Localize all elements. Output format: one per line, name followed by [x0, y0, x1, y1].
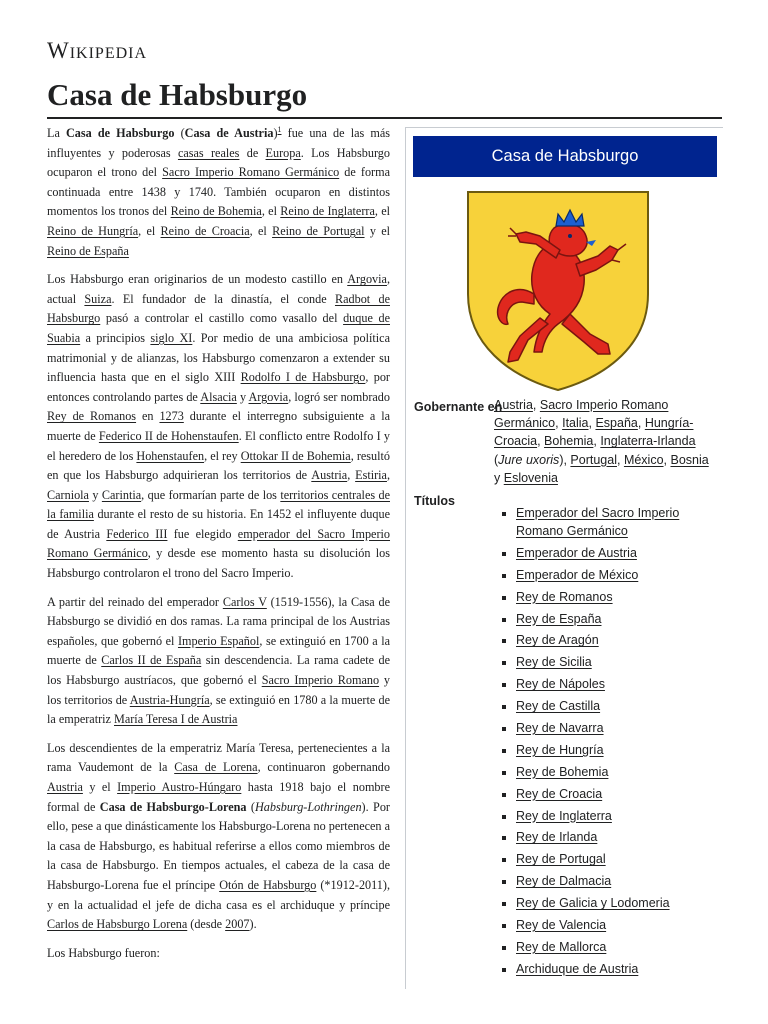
- link-reino-espana[interactable]: Reino de España: [47, 243, 129, 258]
- title-item: [499, 653, 706, 671]
- paragraph-list-intro: Los Habsburgo fueron:: [47, 945, 160, 960]
- link-imperio-espanol[interactable]: Imperio Español: [177, 633, 260, 648]
- title-item: [499, 719, 706, 737]
- link-austria-hungria[interactable]: Austria-Hungría: [129, 692, 210, 707]
- title-link[interactable]: Rey de Croacia: [516, 786, 603, 801]
- governed-link[interactable]: Italia: [562, 416, 589, 431]
- title-link[interactable]: Rey de Sicilia: [516, 655, 592, 670]
- link-austria[interactable]: Austria: [311, 468, 348, 483]
- title-link[interactable]: Rey de Navarra: [516, 721, 604, 736]
- infobox-header: Casa de Habsburgo: [413, 136, 717, 177]
- paragraph-intro: La Casa de Habsburgo (Casa de Austria)$^1$ fue una de las más influyentes y poderosas casas reales de Europa. Los Habsburgo ocuparon el trono del Sacro Imperio Romano Germánico de forma continuada entre 1438 y 1740. También ocuparon en distintos momentos los tronos del Reino de Bohemia, el Reino de Inglaterra, el Reino de Hungría, el Reino de Croacia, el Reino de Portugal y el Reino de España: [47, 124, 391, 258]
- title-item: [499, 872, 706, 890]
- link-1273[interactable]: 1273: [159, 409, 184, 424]
- infobox: [405, 127, 723, 989]
- link-emperador-sacro-imperio[interactable]: emperador del Sacro Imperio Romano Germánico: [47, 526, 391, 561]
- title-item: [499, 850, 706, 868]
- link-2007[interactable]: 2007: [225, 917, 250, 932]
- link-imperio-austro-hungaro[interactable]: Imperio Austro-Húngaro: [117, 780, 242, 794]
- title-item: [499, 631, 706, 649]
- title-link[interactable]: Rey de Galicia y Lodomeria: [516, 896, 670, 911]
- governed-link[interactable]: Sacro Imperio Romano Germánico: [494, 398, 669, 431]
- title-link[interactable]: Rey de Hungría: [516, 742, 604, 757]
- title-divider: [47, 117, 722, 119]
- title-link[interactable]: Rey de Valencia: [516, 918, 607, 933]
- governed-link[interactable]: Inglaterra-Irlanda: [600, 434, 696, 449]
- link-argovia[interactable]: Argovia: [347, 272, 387, 287]
- title-item: [499, 938, 706, 956]
- link-siglo-xi[interactable]: siglo XI: [150, 330, 193, 345]
- wikipedia-wordmark[interactable]: Wikipedia: [47, 38, 148, 63]
- title-link[interactable]: Rey de Inglaterra: [516, 808, 612, 823]
- title-item: [499, 544, 706, 562]
- title-item: [499, 894, 706, 912]
- link-argovia-2[interactable]: Argovia: [248, 389, 289, 404]
- governed-link[interactable]: Eslovenia: [503, 470, 558, 485]
- title-item: [499, 741, 706, 759]
- link-estiria[interactable]: Estiria: [355, 468, 387, 483]
- title-item: [499, 566, 706, 584]
- link-suiza[interactable]: Suiza: [84, 291, 112, 306]
- link-reino-bohemia[interactable]: Reino de Bohemia: [170, 204, 262, 219]
- link-carlos-habsburgo-lorena[interactable]: Carlos de Habsburgo Lorena: [47, 917, 188, 932]
- title-item: [499, 807, 706, 825]
- title-item: [499, 697, 706, 715]
- link-federico-iii[interactable]: Federico III: [106, 526, 168, 541]
- link-reino-portugal[interactable]: Reino de Portugal: [272, 223, 365, 238]
- link-reino-hungria[interactable]: Reino de Hungría: [47, 223, 139, 238]
- link-europa[interactable]: Europa: [265, 145, 301, 160]
- paragraph-branches: A partir del reinado del emperador Carlos V (1519-1556), la Casa de Habsburgo se dividió en dos ramas. La rama principal de los Austrias españoles, que gobernó el Imperio Español, se extinguió en 1700 a la muerte de Carlos II de España sin descendencia. La rama cadete de los Habsburgo austríacos, que gobernó el Sacro Imperio Romano y los territorios de Austria-Hungría, se extinguió en 1780 a la muerte de la emperatriz María Teresa I de Austria: [47, 594, 391, 727]
- governed-label: Gobernante en: [414, 400, 503, 414]
- governed-link[interactable]: Portugal: [570, 452, 617, 467]
- title-link[interactable]: Emperador del Sacro Imperio Romano Germánico: [516, 506, 680, 538]
- link-casa-lorena[interactable]: Casa de Lorena: [174, 760, 258, 775]
- link-hohenstaufen[interactable]: Hohenstaufen: [136, 448, 205, 463]
- governed-link[interactable]: México: [623, 452, 664, 467]
- link-carniola[interactable]: Carniola: [47, 487, 89, 502]
- link-maria-teresa[interactable]: María Teresa I de Austria: [114, 712, 238, 727]
- titles-list: [499, 504, 706, 982]
- title-link[interactable]: Emperador de México: [516, 567, 639, 582]
- title-item: [499, 785, 706, 803]
- link-oton[interactable]: Otón de Habsburgo: [219, 877, 317, 892]
- title-link[interactable]: Rey de Bohemia: [516, 764, 609, 779]
- governed-link[interactable]: Bohemia: [544, 434, 594, 449]
- link-carlos-v[interactable]: Carlos V: [222, 594, 267, 609]
- governed-link[interactable]: Austria: [494, 398, 533, 412]
- title-link[interactable]: Rey de Aragón: [516, 633, 599, 648]
- link-sacro-imperio-romano[interactable]: Sacro Imperio Romano: [261, 673, 380, 688]
- title-link[interactable]: Rey de Portugal: [516, 852, 606, 867]
- link-rey-romanos[interactable]: Rey de Romanos: [47, 409, 137, 424]
- title-item: [499, 675, 706, 693]
- link-carintia[interactable]: Carintia: [101, 487, 142, 502]
- governed-link[interactable]: Bosnia: [670, 452, 709, 467]
- link-austria-2[interactable]: Austria: [47, 780, 83, 794]
- link-radbot[interactable]: Radbot de Habsburgo: [47, 291, 390, 326]
- link-alsacia[interactable]: Alsacia: [200, 389, 237, 404]
- title-item: [499, 588, 706, 606]
- title-item: [499, 763, 706, 781]
- title-link[interactable]: Archiduque de Austria: [516, 961, 639, 976]
- title-item: [499, 828, 706, 846]
- article-body: [47, 124, 390, 972]
- link-reino-inglaterra[interactable]: Reino de Inglaterra: [280, 204, 375, 219]
- link-territorios-centrales[interactable]: territorios centrales de la familia: [47, 487, 390, 522]
- title-link[interactable]: Rey de Romanos: [516, 589, 613, 604]
- link-ottokar-ii[interactable]: Ottokar II de Bohemia: [240, 448, 351, 463]
- titles-label: Títulos: [414, 494, 455, 508]
- title-link[interactable]: Rey de Dalmacia: [516, 874, 612, 889]
- link-carlos-ii[interactable]: Carlos II de España: [101, 653, 202, 668]
- governed-note: Jure uxoris: [498, 452, 560, 467]
- title-item: [499, 610, 706, 628]
- title-link[interactable]: Rey de Irlanda: [516, 830, 598, 845]
- link-duque-suabia[interactable]: duque de Suabia: [47, 311, 390, 345]
- coat-of-arms-image[interactable]: [458, 184, 658, 394]
- link-rodolfo-i[interactable]: Rodolfo I de Habsburgo: [240, 370, 366, 385]
- title-item: [499, 916, 706, 934]
- title-item: [499, 504, 706, 540]
- link-federico-ii[interactable]: Federico II de Hohenstaufen: [98, 428, 239, 443]
- title-link[interactable]: Rey de Castilla: [516, 699, 601, 714]
- title-link[interactable]: Rey de Nápoles: [516, 677, 605, 692]
- title-item: [499, 960, 706, 978]
- link-sacro-imperio[interactable]: Sacro Imperio Romano Germánico: [162, 165, 340, 180]
- reference-link[interactable]: 1: [277, 124, 282, 134]
- title-link[interactable]: Rey de Mallorca: [516, 939, 607, 954]
- link-casas-reales[interactable]: casas reales: [177, 145, 240, 160]
- paragraph-lorena: Los descendientes de la emperatriz María Teresa, pertenecientes a la rama Vaudemont de la Casa de Lorena, continuaron gobernando Austria y el Imperio Austro-Húngaro hasta 1918 bajo el nombre formal de Casa de Habsburgo-Lorena (Habsburg-Lothringen). Por ello, pese a que dinásticamente los Habsburgo-Lorena no pertenecen a la casa de Habsburgo, es habitual referirse a ellos como miembros de la casa de Habsburgo. En tiempos actuales, el cabeza de la casa de Habsburgo-Lorena fue el príncipe Otón de Habsburgo (*1912-2011), y en la actualidad el jefe de dicha casa es el archiduque y príncipe Carlos de Habsburgo Lorena (desde 2007).: [47, 740, 390, 932]
- governed-values: Austria, Sacro Imperio Romano Germánico, Italia, España, Hungría-Croacia, Bohemia, Inglaterra-Irlanda (Jure uxoris), Portugal, México, Bosnia y Eslovenia: [494, 398, 709, 485]
- paragraph-origins: Los Habsburgo eran originarios de un modesto castillo en Argovia, actual Suiza. El fundador de la dinastía, el conde Radbot de Habsburgo pasó a controlar el castillo como vasallo del duque de Suabia a principios siglo XI. Por medio de una ambiciosa política matrimonial y de alianzas, los Habsburgo comenzaron a extender su influencia hasta que en el siglo XIII Rodolfo I de Habsburgo, por entonces controlando partes de Alsacia y Argovia, logró ser nombrado Rey de Romanos en 1273 durante el interregno subsiguiente a la muerte de Federico II de Hohenstaufen. El conflicto entre Rodolfo I y el heredero de los Hohenstaufen, el rey Ottokar II de Bohemia, resultó en que los Habsburgo adquirieran los territorios de Austria, Estiria, Carniola y Carintia, que formarían parte de los territorios centrales de la familia durante el resto de su historia. En 1452 el influyente duque de Austria Federico III fue elegido emperador del Sacro Imperio Romano Germánico, y desde ese momento hasta su disolución los Habsburgo controlaron el trono del Sacro Imperio.: [47, 272, 391, 581]
- governed-link[interactable]: Hungría-Croacia: [494, 416, 694, 449]
- title-link[interactable]: Rey de España: [516, 611, 602, 626]
- governed-link[interactable]: España: [595, 416, 638, 431]
- link-reino-croacia[interactable]: Reino de Croacia: [160, 223, 250, 238]
- title-link[interactable]: Emperador de Austria: [516, 545, 637, 560]
- page-title: Casa de Habsburgo: [47, 77, 308, 112]
